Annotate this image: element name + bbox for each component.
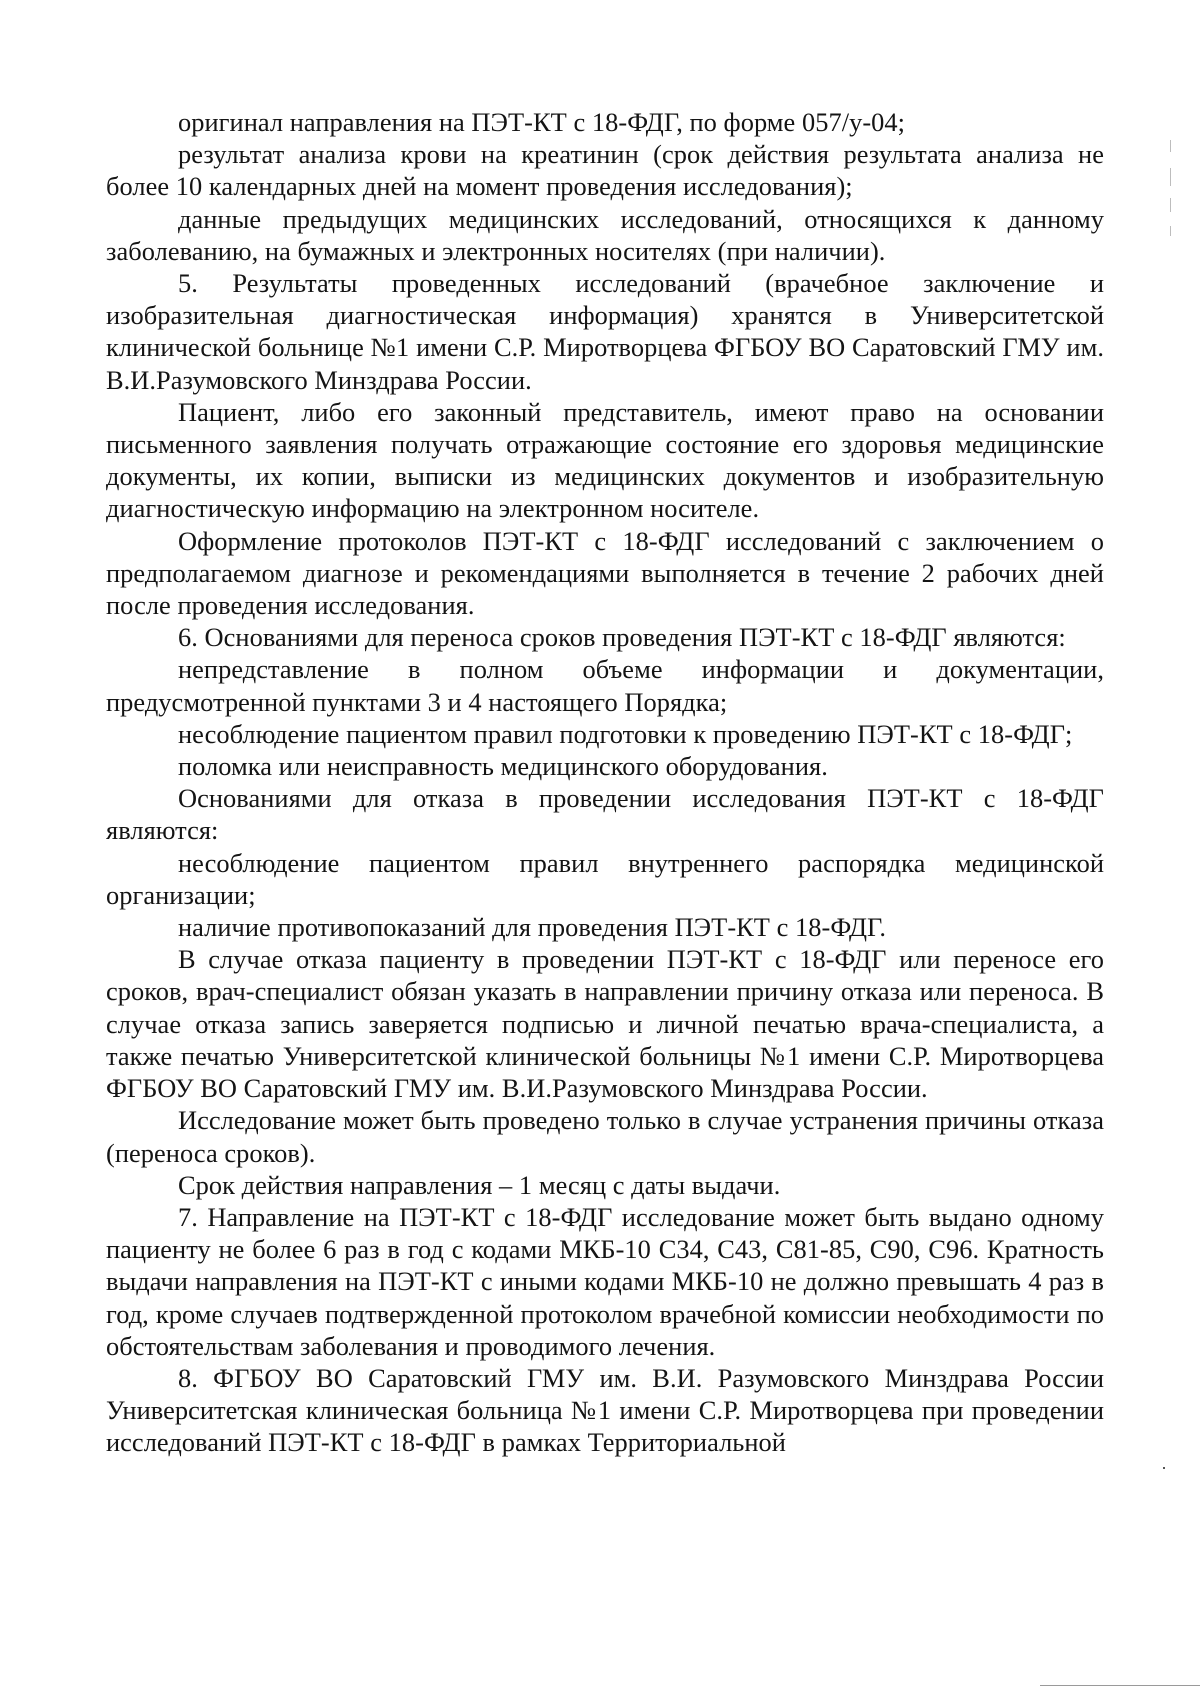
paragraph-refusal-procedure: В случае отказа пациенту в проведении ПЭТ-КТ с 18-ФДГ или переносе его сроков, врач-специалист обязан указать в направлении причину отказа или переноса. В случае отказа запись заверяется подписью и личной печатью врача-специалиста, а также печатью Университетской клинической больницы №1 имени С.Р. Миротворцева ФГБОУ ВО Саратовский ГМУ им. В.И.Разумовского Минздрава России. [106,944,1104,1104]
paragraph-after-elimination: Исследование может быть проведено только в случае устранения причины отказа (переноса сроков). [106,1105,1104,1168]
scan-bottom-line [1040,1685,1200,1686]
paragraph-contraindications: наличие противопоказаний для проведения ПЭТ-КТ с 18-ФДГ. [178,912,886,943]
scan-edge-mark-bottom [1170,226,1171,236]
paragraph-equipment-failure: поломка или неисправность медицинского оборудования. [178,751,828,782]
paragraph-previous-studies: данные предыдущих медицинских исследований, относящихся к данному заболеванию, на бумажных и электронных носителях (при наличии). [106,203,1104,266]
paragraph-item-5-results-storage: 5. Результаты проведенных исследований (врачебное заключение и изобразительная диагностическая информация) хранятся в Университетской клинической больнице №1 имени С.Р. Миротворцева ФГБОУ ВО Саратовский ГМУ им. В.И.Разумовского Минздрава России. [106,268,1104,395]
document-body [106,106,1104,1459]
scan-edge-mark-top [1170,140,1171,152]
scan-dot-right [1163,1467,1165,1469]
paragraph-creatinine-test: результат анализа крови на креатинин (срок действия результата анализа не более 10 календарных дней на момент проведения исследования); [106,139,1104,202]
paragraph-refusal-grounds: Основаниями для отказа в проведении исследования ПЭТ-КТ с 18-ФДГ являются: [106,783,1104,846]
paragraph-item-6-postponement-grounds: 6. Основаниями для переноса сроков проведения ПЭТ-КТ с 18-ФДГ являются: [178,622,1066,653]
paragraph-internal-rules-violation: несоблюдение пациентом правил внутреннего распорядка медицинской организации; [106,847,1104,910]
paragraph-referral-original: оригинал направления на ПЭТ-КТ с 18-ФДГ, по форме 057/у-04; [178,107,906,137]
paragraph-patient-rights: Пациент, либо его законный представитель, имеют право на основании письменного заявления получать отражающие состояние его здоровья медицинские документы, их копии, выписки из медицинских документов и изобразительную диагностическую информацию на электронном носителе. [106,396,1104,524]
scan-edge-mark-lower [1170,198,1171,212]
paragraph-item-8-university-hospital: 8. ФГБОУ ВО Саратовский ГМУ им. В.И. Разумовского Минздрава России Университетская клиническая больница №1 имени С.Р. Миротворцева при проведении исследований ПЭТ-КТ с 18-ФДГ в рамках Территориальной [106,1362,1104,1458]
paragraph-preparation-violation: несоблюдение пациентом правил подготовки к проведению ПЭТ-КТ с 18-ФДГ; [178,718,1073,749]
paragraph-referral-validity: Срок действия направления – 1 месяц с даты выдачи. [178,1169,781,1200]
paragraph-incomplete-documents: непредставление в полном объеме информации и документации, предусмотренной пунктами 3 и 4 настоящего Порядка; [106,654,1104,717]
paragraph-item-7-referral-frequency: 7. Направление на ПЭТ-КТ с 18-ФДГ исследование может быть выдано одному пациенту не более 6 раз в год с кодами МКБ-10 С34, С43, С81-85, С90, С96. Кратность выдачи направления на ПЭТ-КТ с иными кодами МКБ-10 не должно превышать 4 раз в год, кроме случаев подтвержденной протоколом врачебной комиссии необходимости по обстоятельствам заболевания и проводимого лечения. [106,1201,1104,1361]
paragraph-protocol-timing: Оформление протоколов ПЭТ-КТ с 18-ФДГ исследований с заключением о предполагаемом диагнозе и рекомендациями выполняется в течение 2 рабочих дней после проведения исследования. [106,525,1104,621]
scan-edge-mark-middle [1170,168,1171,186]
